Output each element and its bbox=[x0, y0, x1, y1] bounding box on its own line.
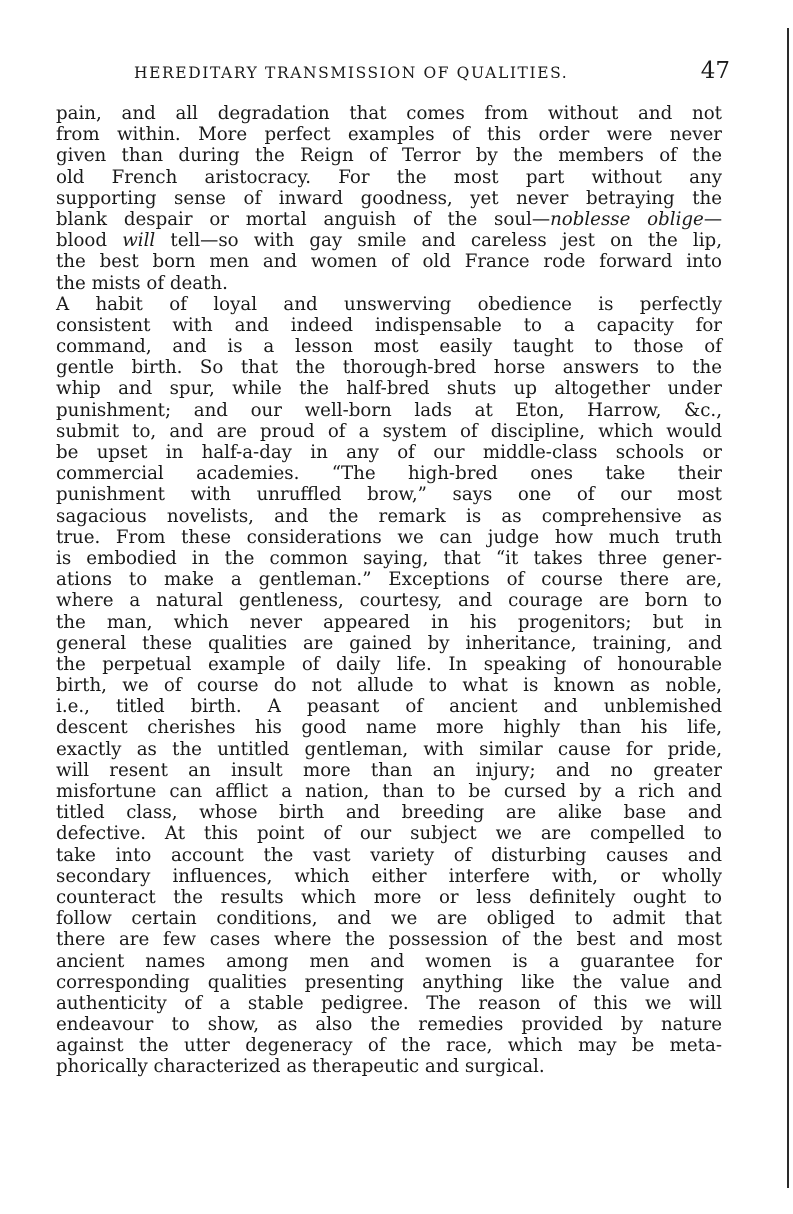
text-line: ancient names among men and women is a guarantee for bbox=[56, 950, 722, 972]
page-number: 47 bbox=[700, 58, 730, 84]
text-line: there are few cases where the possession of the best and most bbox=[56, 929, 722, 951]
text-line: defective. At this point of our subject we are compelled to bbox=[56, 823, 722, 845]
emphasis: will bbox=[122, 230, 156, 252]
text-line: general these qualities are gained by inheritance, training, and bbox=[56, 632, 722, 654]
text-line: consistent with and indeed indispensable to a capacity for bbox=[56, 314, 722, 336]
text-line: misfortune can afflict a nation, than to be cursed by a rich and bbox=[56, 781, 722, 802]
text-line: old French aristocracy. For the most part without any bbox=[56, 166, 722, 188]
text-line: is embodied in the common saying, that “it takes three gener- bbox=[56, 547, 722, 569]
text-line: i.e., titled birth. A peasant of ancient and unblemished bbox=[56, 696, 722, 718]
text-line: descent cherishes his good name more highly than his life, bbox=[56, 717, 722, 739]
text-line: from within. More perfect examples of this order were never bbox=[56, 124, 722, 146]
text-line: blank despair or mortal anguish of the soul—noblesse oblige— bbox=[56, 208, 722, 230]
text-line: secondary influences, which either interfere with, or wholly bbox=[56, 865, 722, 887]
text-line: the mists of death. bbox=[56, 272, 228, 294]
text-line: command, and is a lesson most easily taught to those of bbox=[56, 336, 722, 358]
body-text bbox=[56, 103, 722, 1078]
text-line: take into account the vast variety of disturbing causes and bbox=[56, 844, 722, 866]
text-line: gentle birth. So that the thorough-bred horse answers to the bbox=[56, 357, 722, 379]
text-line: sagacious novelists, and the remark is as comprehensive as bbox=[56, 505, 722, 527]
text-line: birth, we of course do not allude to what is known as noble, bbox=[56, 675, 722, 697]
text-line: whip and spur, while the half-bred shuts up altogether under bbox=[56, 378, 722, 400]
text-line: be upset in half-a-day in any of our middle-class schools or bbox=[56, 442, 722, 463]
page-edge-rule bbox=[787, 28, 789, 1188]
text-line: follow certain conditions, and we are obliged to admit that bbox=[56, 908, 722, 930]
text-line: phorically characterized as therapeutic and surgical. bbox=[56, 1056, 545, 1078]
text-line: titled class, whose birth and breeding are alike base and bbox=[56, 802, 722, 824]
text-line: pain, and all degradation that comes from without and not bbox=[56, 103, 722, 124]
text-line: endeavour to show, as also the remedies provided by nature bbox=[56, 1014, 722, 1036]
text-line: the man, which never appeared in his progenitors; but in bbox=[56, 611, 722, 633]
text-line: against the utter degeneracy of the race, which may be meta- bbox=[56, 1035, 722, 1057]
text-line: where a natural gentleness, courtesy, and courage are born to bbox=[56, 590, 722, 612]
text-line: commercial academies. “The high-bred ones take their bbox=[56, 463, 722, 485]
text-line: true. From these considerations we can judge how much truth bbox=[56, 526, 722, 548]
text-line: exactly as the untitled gentleman, with similar cause for pride, bbox=[56, 738, 722, 760]
text-line: given than during the Reign of Terror by the members of the bbox=[56, 145, 722, 167]
text-line: counteract the results which more or less definitely ought to bbox=[56, 886, 722, 908]
text-line: submit to, and are proud of a system of discipline, which would bbox=[56, 420, 722, 442]
text-line: A habit of loyal and unswerving obedience is perfectly bbox=[56, 293, 722, 315]
text-line: ations to make a gentleman.” Exceptions of course there are, bbox=[56, 569, 722, 591]
text-line: supporting sense of inward goodness, yet never betraying the bbox=[56, 187, 722, 209]
text-line: the best born men and women of old France rode forward into bbox=[56, 251, 722, 273]
text-line: blood will tell—so with gay smile and careless jest on the lip, bbox=[56, 230, 722, 252]
text-line: corresponding qualities presenting anything like the value and bbox=[56, 971, 722, 993]
text-line: authenticity of a stable pedigree. The reason of this we will bbox=[56, 992, 722, 1014]
running-title: HEREDITARY TRANSMISSION OF QUALITIES. bbox=[134, 64, 569, 82]
text-line: will resent an insult more than an injury; and no greater bbox=[56, 759, 722, 781]
text-line: punishment with unruffled brow,” says one of our most bbox=[56, 484, 722, 506]
emphasis: noblesse oblige bbox=[550, 208, 704, 230]
text-line: punishment; and our well-born lads at Eton, Harrow, &c., bbox=[56, 399, 722, 421]
running-head bbox=[58, 58, 730, 90]
text-line: the perpetual example of daily life. In speaking of honourable bbox=[56, 653, 722, 675]
